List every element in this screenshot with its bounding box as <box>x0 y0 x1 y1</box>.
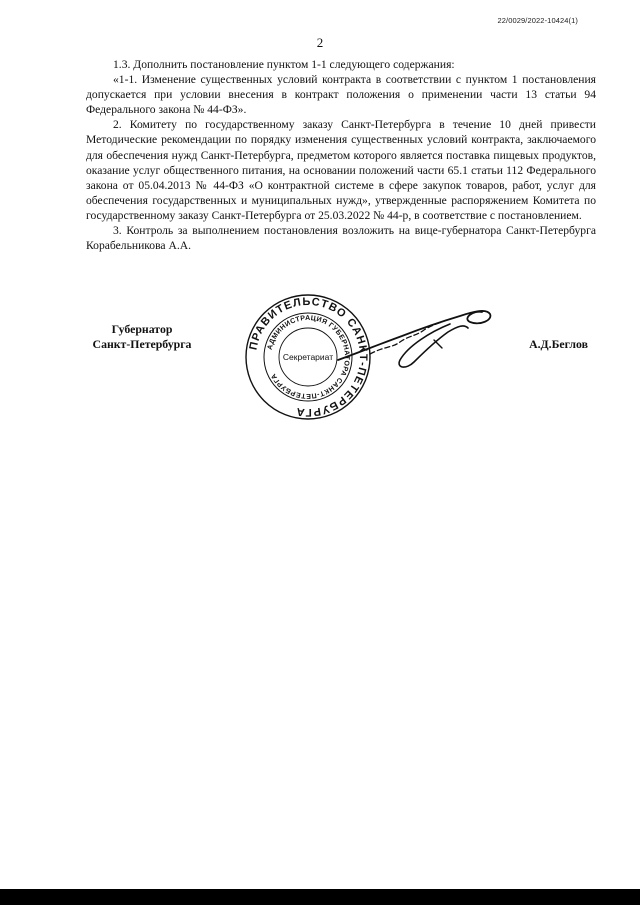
doc-number: 22/0029/2022-10424(1) <box>497 16 578 25</box>
signer-title-line1: Губернатор <box>111 322 173 336</box>
seal-center-text: Секретариат <box>282 352 334 362</box>
body-text <box>86 57 596 253</box>
signer-title-line2: Санкт-Петербурга <box>92 337 192 351</box>
page-number: 2 <box>316 35 324 50</box>
signer-title <box>82 322 202 352</box>
paragraph-1-3: 1.3. Дополнить постановление пунктом 1-1 следующего содержания: <box>113 58 455 71</box>
signer-name: А.Д.Беглов <box>529 337 588 351</box>
seal-outer-text: ПРАВИТЕЛЬСТВО САНКТ-ПЕТЕРБУРГА <box>247 295 370 419</box>
handwritten-signature <box>330 302 495 372</box>
paragraph-3: 3. Контроль за выполнением постановления возложить на вице-губернатора Санкт-Петербурга Корабельникова А.А. <box>86 224 596 253</box>
paragraph-1-1-quote: «1-1. Изменение существенных условий контракта в соответствии с пунктом 1 постановления допускается при условии внесения в контракт положения о применении части 13 статьи 94 Федерального закона № 44-ФЗ». <box>86 73 596 117</box>
signature-block <box>0 292 640 422</box>
paragraph-2: 2. Комитету по государственному заказу Санкт-Петербурга в течение 10 дней привести Методические рекомендации по порядку изменения существенных условий контракта, заключаемого для обеспечения нужд Санкт-Петербурга, предметом которого является поставка пищевых продуктов, оказание услуг общественного питания, на основании положений части 65.1 статьи 112 Федерального закона от 05.04.2013 № 44-ФЗ «О контрактной системе в сфере закупок товаров, работ, услуг для обеспечения государственных и муниципальных нужд», утвержденные распоряжением Комитета по государственному заказу Санкт-Петербурга от 25.03.2022 № 44-р, в соответствие с постановлением. <box>86 118 596 222</box>
seal-inner-text: АДМИНИСТРАЦИЯ ГУБЕРНАТОРА САНКТ-ПЕТЕРБУРГА <box>266 314 351 400</box>
scan-edge-bar <box>0 889 640 905</box>
